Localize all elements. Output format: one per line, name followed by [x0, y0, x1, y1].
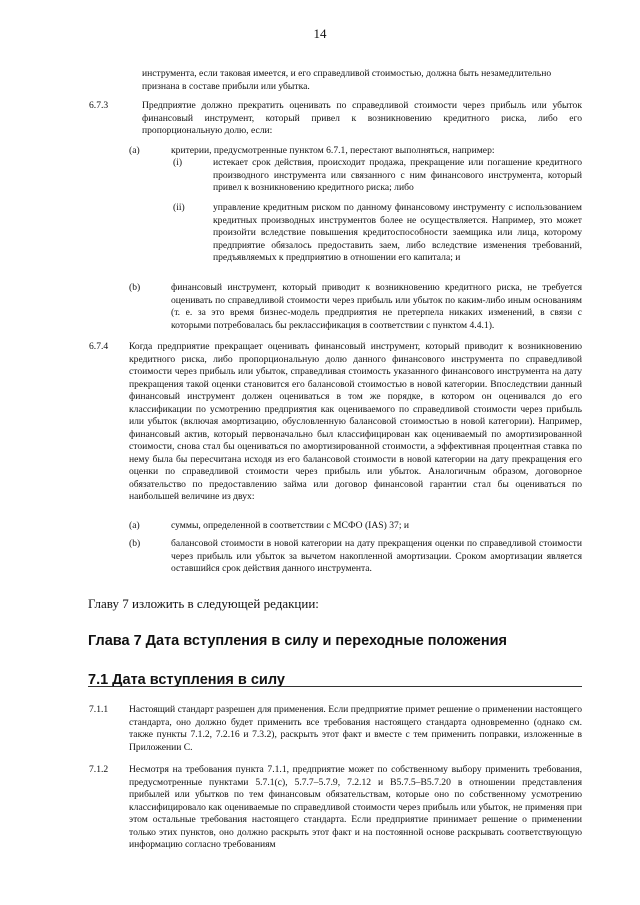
item-6-7-3-b: финансовый инструмент, который приводит к возникновению кредитного риска, не требуется оценивать по справедливой стоимости через прибыль или убыток по каким-либо иным основаниям (т. е. за это время бизнес-модель предприятия не претерпела никаких изменений, в связи с которыми потребовалась бы реклассификация в соответствии с пунктом 4.4.1). [171, 282, 582, 331]
para-num-7-1-1: 7.1.1 [89, 704, 109, 715]
section-heading: 7.1 Дата вступления в силу [88, 672, 285, 688]
para-7-1-2: Несмотря на требования пункта 7.1.1, предприятие может по собственному выбору применить требования, предусмотренные пунктами 5.7.1(с), 5.7.7–5.7.9, 7.2.12 и В5.7.5–В5.7.20 в отношении представления прибылей или убытков по тем финансовым обязательствам, которые оно по собственному усмотрению классифицировало как оцениваемые по справедливой стоимости через прибыль или убыток, не применяя при этом остальные требования настоящего стандарта. Если предприятие принимает решение о применении только этих пунктов, оно должно раскрыть этот факт и на постоянной основе раскрывать соответствующую информацию согласно требованиям [129, 764, 582, 850]
item-label-ii: (ii) [173, 202, 185, 213]
item-label-b-2: (b) [129, 538, 141, 549]
item-6-7-4-b: балансовой стоимости в новой категории на дату прекращения оценки по справедливой стоимости через прибыль или убыток за вычетом накопленной амортизации. Сроком амортизации является оставшийся срок действия данного инструмента. [171, 538, 582, 574]
para-num-7-1-2: 7.1.2 [89, 764, 109, 775]
item-6-7-4-a: суммы, определенной в соответствии с МСФО (IAS) 37; и [171, 520, 410, 531]
intro-line-1: инструмента, если таковая имеется, и его справедливой стоимостью, должна быть незамедлительно [142, 68, 552, 79]
item-6-7-3-a: критерии, предусмотренные пунктом 6.7.1, перестают выполняться, например: [171, 145, 495, 156]
item-6-7-3-a-i: истекает срок действия, происходит продажа, прекращение или погашение кредитного производного инструмента или связанного с ним финансового инструмента, который привел к возникновению кредитного риска; либо [213, 157, 582, 193]
para-num-6-7-3: 6.7.3 [89, 100, 109, 111]
para-num-6-7-4: 6.7.4 [89, 341, 109, 352]
chapter-heading: Глава 7 Дата вступления в силу и переходные положения [88, 633, 507, 649]
heading-rule [88, 686, 582, 687]
page-number: 14 [313, 26, 327, 41]
item-label-a: (a) [129, 145, 140, 156]
item-label-i: (i) [173, 157, 183, 168]
para-6-7-4: Когда предприятие прекращает оценивать финансовый инструмент, который приводит к возникновению кредитного риска, либо пропорциональную долю данного финансового инструмента по справедливой стоимости через прибыль или убыток, справедливая стоимость указанного финансового инструмента на дату прекращения такой оценки становится его балансовой стоимостью в новой категории. Впоследствии данный финансовый инструмент должен оцениваться в том же порядке, в котором он оценивался до его классификации по усмотрению предприятия как оцениваемого по справедливой стоимости через прибыль или убыток (включая амортизацию, обусловленную балансовой стоимостью в новой категории). Например, финансовый актив, который первоначально был классифицирован как оцениваемый по амортизированной стоимости, снова стал бы оцениваться по амортизированной стоимости, а эффективная процентная ставка по нему была бы пересчитана исходя из его балансовой стоимости в новой категории на дату прекращения его оценки по справедливой стоимости через прибыль или убыток. Аналогичным образом, договорное обязательство по предоставлению займа или договор финансовой гарантии стал бы оцениваться по наибольшей величине из двух: [129, 341, 582, 502]
item-label-a-2: (a) [129, 520, 140, 531]
item-6-7-3-a-ii: управление кредитным риском по данному финансовому инструменту с использованием кредитных производных инструментов более не осуществляется. Например, это может произойти вследствие повышения кредитоспособности заемщика или лица, которому предприятие обязалось предоставить заем, либо вследствие изменения требований, предъявляемых к предприятию в отношении его капитала; и [213, 202, 582, 263]
intro-line-2: признана в составе прибыли или убытка. [142, 81, 310, 92]
item-label-b: (b) [129, 282, 141, 293]
chapter-intro: Главу 7 изложить в следующей редакции: [88, 596, 319, 611]
para-6-7-3: Предприятие должно прекратить оценивать по справедливой стоимости через прибыль или убыток финансовый инструмент, который привел к возникновению кредитного риска, либо его пропорциональную долю, если: [142, 100, 582, 136]
para-7-1-1: Настоящий стандарт разрешен для применения. Если предприятие примет решение о применении настоящего стандарта, оно должно будет применить все требования настоящего стандарта одновременно (однако см. также пункты 7.1.2, 7.2.16 и 7.3.2), раскрыть этот факт и вместе с тем применить поправки, изложенные в Приложении С. [129, 704, 582, 753]
